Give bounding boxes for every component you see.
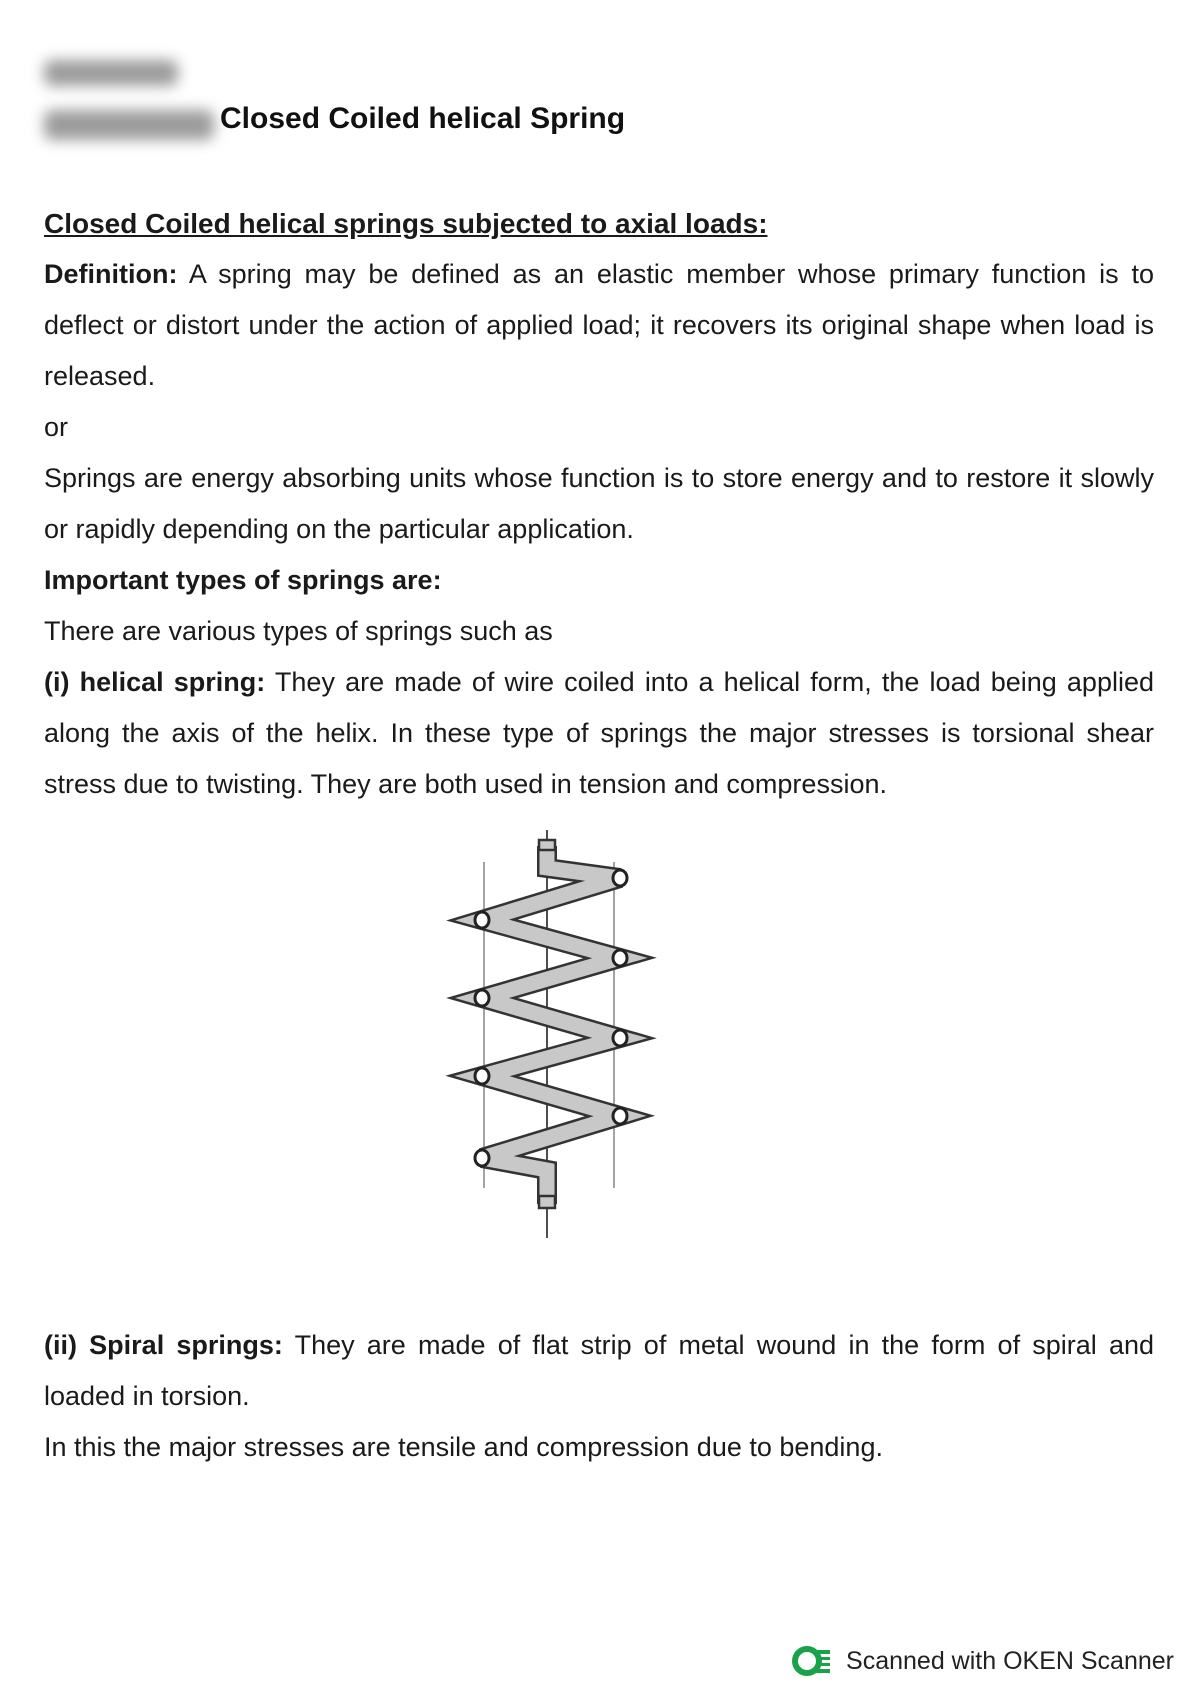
helical-spring-figure bbox=[44, 818, 1154, 1318]
type2-text: They are made of flat strip of metal wound in the form of spiral and loaded in torsion. bbox=[44, 1330, 1154, 1411]
types-heading bbox=[44, 555, 1154, 606]
scanner-watermark bbox=[792, 1644, 1174, 1678]
type1-label: (i) helical spring: bbox=[44, 667, 266, 697]
redacted-text-block bbox=[44, 110, 214, 140]
type1-text: They are made of wire coiled into a helical form, the load being applied along the axis of the helix. In these type of springs the major stresses is torsional shear stress due to twisting. They are both used in tension and compression. bbox=[44, 667, 1154, 799]
spring-top-end bbox=[539, 840, 555, 850]
or-text: or bbox=[44, 412, 69, 442]
alt-definition-paragraph: Springs are energy absorbing units whose function is to store energy and to restore it slowly or rapidly depending on the particular application. bbox=[44, 463, 1154, 544]
type1-paragraph bbox=[44, 657, 1154, 810]
redacted-text-block bbox=[44, 60, 178, 86]
scanner-text: Scanned with OKEN Scanner bbox=[846, 1646, 1174, 1675]
oken-scanner-logo-icon bbox=[792, 1644, 832, 1678]
definition-label: Definition: bbox=[44, 259, 178, 289]
definition-text: A spring may be defined as an elastic member whose primary function is to deflect or distort under the action of applied load; it recovers its original shape when load is released. bbox=[44, 259, 1154, 391]
definition-paragraph bbox=[44, 249, 1154, 402]
types-intro: There are various types of springs such as bbox=[44, 616, 553, 646]
section-heading: Closed Coiled helical springs subjected to axial loads: bbox=[44, 208, 768, 239]
type2-note: In this the major stresses are tensile and compression due to bending. bbox=[44, 1432, 883, 1462]
spring-bottom-end bbox=[539, 1196, 555, 1208]
page-title: Closed Coiled helical Spring bbox=[220, 102, 626, 135]
document-body bbox=[44, 198, 1154, 1473]
type2-paragraph bbox=[44, 1320, 1154, 1422]
helical-spring-diagram bbox=[44, 818, 1154, 1318]
spring-coils bbox=[482, 846, 620, 1204]
type2-label: (ii) Spiral springs: bbox=[44, 1330, 283, 1360]
types-heading-text: Important types of springs are: bbox=[44, 565, 442, 595]
